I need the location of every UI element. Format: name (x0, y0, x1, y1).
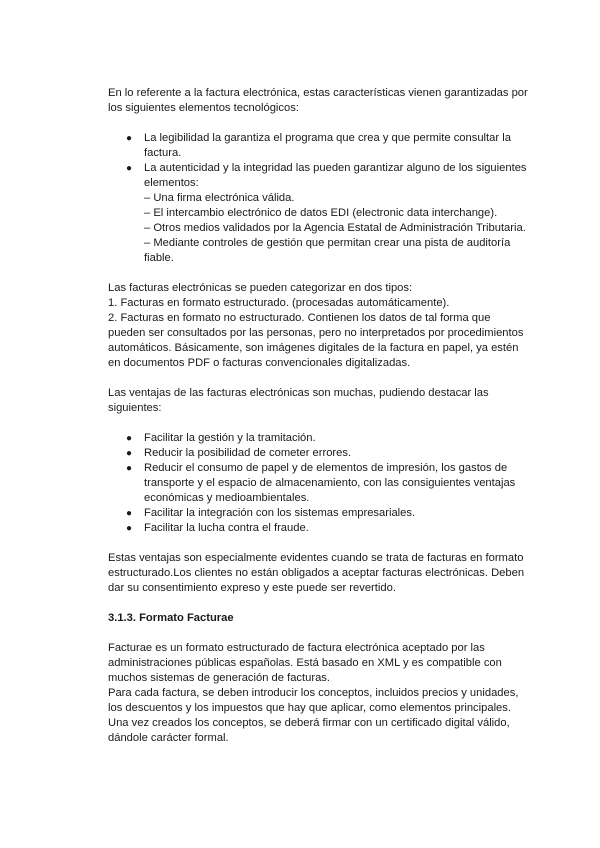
bullet-icon: ● (126, 433, 133, 444)
list-item (108, 446, 528, 461)
bullet-icon: ● (126, 463, 133, 474)
types-item-2: 2. Facturas en formato no estructurado. Contienen los datos de tal forma que pueden ser consultados por las personas, pero no interpretados por procedimientos automáticos. Básicamente, son imágenes digitales de la factura en papel, ya estén en documentos PDF o facturas convencionales digitalizadas. (108, 312, 524, 369)
document-page (108, 86, 528, 746)
list-item (108, 506, 528, 521)
bullet-icon: ● (126, 163, 133, 174)
list-item (108, 131, 528, 161)
list-item (108, 161, 528, 266)
list-item (108, 521, 528, 536)
bullet-icon: ● (126, 508, 133, 519)
bullet-icon: ● (126, 133, 133, 144)
advantage-text: Facilitar la lucha contra el fraude. (144, 522, 309, 534)
features-list (108, 131, 528, 266)
section-heading: 3.1.3. Formato Facturae (108, 612, 234, 624)
feature-subitem: – El intercambio electrónico de datos EDI (electronic data interchange). (144, 207, 498, 219)
bullet-icon: ● (126, 448, 133, 459)
advantages-intro: Las ventajas de las facturas electrónicas son muchas, pudiendo destacar las siguientes: (108, 387, 489, 414)
feature-text: La autenticidad y la integridad las pueden garantizar alguno de los siguientes elementos: (144, 162, 527, 189)
advantages-note: Estas ventajas son especialmente evidentes cuando se trata de facturas en formato estructurado.Los clientes no están obligados a aceptar facturas electrónicas. Deben dar su consentimiento expreso y este puede ser revertido. (108, 552, 525, 594)
advantage-text: Facilitar la integración con los sistemas empresariales. (144, 507, 416, 519)
advantage-text: Reducir la posibilidad de cometer errores. (144, 447, 352, 459)
feature-subitem: – Una firma electrónica válida. (144, 192, 295, 204)
types-intro: Las facturas electrónicas se pueden categorizar en dos tipos: (108, 282, 413, 294)
section-paragraph-2: Para cada factura, se deben introducir los conceptos, incluidos precios y unidades, los descuentos y los impuestos que hay que aplicar, como elementos principales. Una vez creados los conceptos, se deberá firmar con un certificado digital válido, dándole carácter formal. (108, 687, 519, 744)
bullet-icon: ● (126, 523, 133, 534)
feature-text: La legibilidad la garantiza el programa que crea y que permite consultar la factura. (144, 132, 511, 159)
intro-paragraph: En lo referente a la factura electrónica, estas características vienen garantizadas por los siguientes elementos tecnológicos: (108, 87, 528, 114)
types-item-1: 1. Facturas en formato estructurado. (procesadas automáticamente). (108, 297, 450, 309)
list-item (108, 431, 528, 446)
feature-subitem: – Mediante controles de gestión que permitan crear una pista de auditoría fiable. (144, 237, 511, 264)
list-item (108, 461, 528, 506)
advantages-list (108, 431, 528, 536)
advantage-text: Reducir el consumo de papel y de elementos de impresión, los gastos de transporte y el espacio de almacenamiento, con las consiguientes ventajas económicas y medioambientales. (144, 462, 516, 504)
feature-subitem: – Otros medios validados por la Agencia Estatal de Administración Tributaria. (144, 222, 526, 234)
section-paragraph-1: Facturae es un formato estructurado de factura electrónica aceptado por las administraciones públicas españolas. Está basado en XML y es compatible con muchos sistemas de generación de facturas. (108, 642, 502, 684)
advantage-text: Facilitar la gestión y la tramitación. (144, 432, 316, 444)
